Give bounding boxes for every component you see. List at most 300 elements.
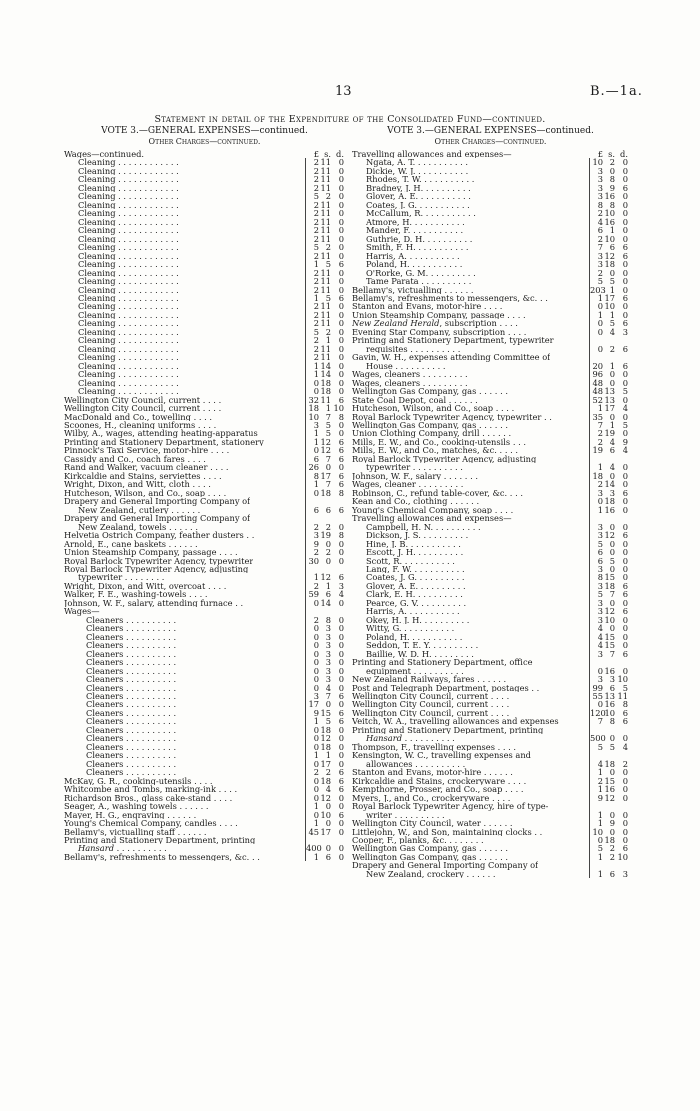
item-description: McCallum, R. . . . . . . . . . .: [366, 209, 476, 218]
table-row: [352, 235, 629, 243]
item-description: Dickson, J. S. . . . . . . . . .: [366, 531, 469, 540]
shillings-value: 11: [320, 225, 331, 236]
item-description: Scoones, H., cleaning uniforms . . . .: [64, 421, 217, 430]
shillings-value: 18: [320, 775, 331, 786]
item-description: Wellington City Council, current . . . .: [64, 395, 222, 405]
table-row: [352, 396, 629, 404]
pounds-value: 0: [313, 792, 319, 803]
pounds-value: 8: [597, 572, 603, 583]
pence-value: 0: [338, 242, 344, 253]
table-row: [64, 684, 345, 692]
item-description: Cleaners . . . . . . . . . .: [86, 708, 177, 718]
shillings-value: 0: [609, 547, 615, 558]
shillings-value: 17: [604, 403, 615, 414]
shillings-value: 0: [609, 826, 615, 837]
item-description: Cleaners . . . . . . . . . .: [86, 632, 177, 642]
item-description: equipment . . . . . . . . . .: [366, 666, 464, 676]
table-row: [352, 531, 629, 539]
pounds-value: 2: [597, 775, 603, 786]
pounds-value: 9: [597, 792, 603, 803]
pence-value: 0: [338, 665, 344, 676]
shillings-value: 6: [609, 868, 615, 879]
pence-value: 11: [617, 691, 628, 701]
table-row: [64, 184, 345, 192]
item-description: Cleaning . . . . . . . . . . . .: [78, 277, 179, 286]
pounds-value: 1: [597, 767, 603, 778]
pence-value: 0: [622, 504, 628, 515]
shillings-value: 2: [609, 157, 615, 168]
pounds-value: 1: [313, 428, 319, 439]
table-row: [64, 717, 345, 725]
table-row: [352, 853, 629, 861]
pounds-value: 5: [597, 843, 603, 854]
pence-value: 6: [338, 479, 344, 490]
item-description: Young's Chemical Company, soap . . . .: [352, 505, 514, 515]
amount: [305, 489, 345, 497]
pence-value: 0: [622, 538, 628, 549]
table-row: [352, 667, 629, 675]
item-description: Hine, J. B. . . . . . . . . . .: [366, 539, 461, 549]
shillings-value: 18: [604, 834, 615, 845]
shillings-value: 4: [609, 326, 615, 337]
pounds-value: 18: [308, 403, 319, 414]
item-description: Cleaning . . . . . . . . . . . .: [78, 183, 179, 193]
table-row: [64, 531, 345, 539]
expenditure-list: [64, 150, 345, 861]
pence-value: 0: [622, 521, 628, 532]
table-row: [64, 192, 345, 200]
sub-heading: Other Charges—continued.: [148, 137, 261, 146]
pence-value: 0: [338, 631, 344, 642]
pounds-value: 3: [597, 606, 603, 617]
item-description: Seager, A., washing towels . . . . . .: [64, 802, 209, 811]
pence-value: 0: [622, 309, 628, 320]
shillings-value: 17: [320, 470, 331, 481]
pence-value: 6: [622, 318, 628, 329]
item-description: Mills, E. W., and Co., matches, &c. . . . .: [352, 446, 519, 455]
item-description: Wages, cleaners . . . . . . . . .: [352, 378, 468, 388]
table-row: [64, 565, 345, 573]
table-row: [64, 379, 345, 387]
pounds-value: 2: [313, 225, 319, 236]
item-description: Bellamy's, victualling staff . . . . . .: [64, 827, 207, 836]
table-row: [64, 506, 345, 514]
table-row: [352, 650, 629, 658]
shillings-value: 8: [609, 716, 615, 727]
table-row: [352, 150, 629, 158]
table-row: [352, 184, 629, 192]
shillings-value: 8: [609, 199, 615, 210]
pence-value: 0: [622, 555, 628, 566]
pounds-value: 2: [313, 174, 319, 185]
pence-value: 6: [622, 707, 628, 718]
item-description: Johnson, W. F., salary, attending furnace . .: [64, 598, 244, 608]
table-row: [352, 726, 629, 734]
item-description: Cleaners . . . . . . . . . .: [86, 734, 177, 743]
pounds-value: 2: [313, 165, 319, 176]
item-description: Cleaning . . . . . . . . . . . .: [78, 387, 179, 396]
pounds-value: 5: [597, 538, 603, 549]
pounds-value: 2: [597, 479, 603, 490]
pounds-value: 6: [313, 453, 319, 464]
shillings-value: 1: [609, 309, 615, 320]
item-description: Cleaners . . . . . . . . . .: [86, 641, 177, 650]
pence-value: 0: [338, 792, 344, 803]
amount: [589, 870, 629, 878]
item-description: Guthrie, D. H. . . . . . . . . .: [366, 234, 473, 244]
pounds-value: 2: [313, 318, 319, 329]
pounds-value: 2: [313, 352, 319, 363]
pence-value: 6: [338, 691, 344, 701]
item-description: Stanton and Evans, motor-hire . . . . . .: [352, 768, 513, 777]
table-row: [64, 277, 345, 285]
table-row: [352, 675, 629, 683]
table-row: [352, 506, 629, 514]
table-row: [64, 726, 345, 734]
pounds-value: 1: [597, 851, 603, 862]
pence-value: 6: [622, 843, 628, 854]
table-row: [64, 446, 345, 454]
item-description: Cleaning . . . . . . . . . . . .: [78, 166, 179, 176]
pence-value: 0: [338, 851, 344, 862]
pounds-value: 1: [597, 818, 603, 829]
item-description: Okey, H. J. H. . . . . . . . . .: [366, 615, 470, 625]
pence-value: 0: [622, 733, 628, 744]
item-description: Cleaning . . . . . . . . . . . .: [78, 268, 179, 278]
pence-value: 3: [622, 326, 628, 337]
item-description: Royal Barlock Typewriter Agency, adjusting: [352, 454, 537, 464]
item-description: Ngata, A. T. . . . . . . . . . .: [366, 158, 469, 167]
pounds-value: 0: [313, 597, 319, 608]
table-row: [352, 345, 629, 353]
item-description: Witty, G. . . . . . . . . . .: [366, 624, 455, 633]
item-description: Mills, E. W., and Co., cooking-utensils . . .: [352, 437, 527, 447]
pounds-value: 9: [313, 538, 319, 549]
shillings-value: 0: [609, 411, 615, 422]
pence-value: 0: [338, 614, 344, 625]
pence-value: 0: [338, 420, 344, 430]
table-row: [64, 760, 345, 768]
pounds-value: 17: [308, 699, 319, 710]
item-description: Wellington City Council, current . . . .: [352, 700, 510, 709]
item-description: Kempthorne, Prosser, and Co., soap . . . .: [352, 785, 524, 794]
shillings-value: 1: [325, 335, 331, 346]
pounds-value: 1: [313, 360, 319, 371]
pence-value: 0: [622, 572, 628, 583]
pounds-value: 0: [313, 640, 319, 651]
table-row: [352, 370, 629, 378]
item-description: Harris, A. . . . . . . . . . .: [366, 607, 460, 616]
item-description: requisites . . . . . . . . . .: [366, 344, 461, 354]
table-row: [352, 404, 629, 412]
shillings-value: 19: [604, 428, 615, 439]
pounds-value: 1: [597, 809, 603, 820]
pounds-value: 0: [313, 775, 319, 786]
item-description: Wellington City Council, current . . . .: [64, 404, 222, 413]
pounds-value: 55: [592, 691, 603, 701]
amount: [589, 743, 629, 751]
table-row: [64, 158, 345, 166]
pounds-value: 52: [592, 394, 603, 405]
item-description: O'Rorke, G. M. . . . . . . . . .: [366, 268, 476, 278]
pounds-value: 3: [597, 521, 603, 532]
shillings-value: 14: [320, 360, 331, 371]
pence-value: 0: [338, 428, 344, 439]
item-description: Rand and Walker, vacuum cleaner . . . .: [64, 463, 229, 472]
pence-value: 0: [622, 818, 628, 829]
table-row: [352, 523, 629, 531]
pounds-value: 2: [313, 208, 319, 219]
pounds-value: 3: [597, 165, 603, 176]
shillings-value: 14: [604, 479, 615, 490]
pounds-value: 2: [313, 276, 319, 287]
table-row: [352, 319, 629, 327]
pounds-value: 5: [313, 242, 319, 253]
table-row: [64, 692, 345, 700]
table-row: [64, 286, 345, 294]
item-description: New Zealand Herald, subscription . . . .: [352, 319, 518, 328]
pence-value: 8: [622, 699, 628, 710]
table-row: [64, 675, 345, 683]
pence-value: 0: [622, 767, 628, 778]
table-row: [64, 540, 345, 548]
item-description: Cleaning . . . . . . . . . . . .: [78, 243, 179, 252]
item-description: Cleaners . . . . . . . . . .: [86, 717, 177, 726]
shillings-value: 18: [320, 386, 331, 397]
shillings-value: 2: [325, 767, 331, 778]
item-description: Dickie, W. J. . . . . . . . . . .: [366, 166, 469, 176]
shillings-value: 3: [325, 665, 331, 676]
table-row: [64, 811, 345, 819]
table-row: [64, 396, 345, 404]
pounds-value: 7: [597, 242, 603, 253]
shillings-value: 5: [325, 716, 331, 727]
pence-value: 6: [622, 589, 628, 600]
table-row: [64, 345, 345, 353]
item-description: Cleaning . . . . . . . . . . . .: [78, 226, 179, 235]
item-description: Kensington, W. C., travelling expenses and: [352, 751, 531, 760]
shillings-value: 14: [320, 369, 331, 380]
pounds-value: 3: [597, 530, 603, 541]
table-row: [64, 650, 345, 658]
item-description: Cleaning . . . . . . . . . . . .: [78, 336, 179, 345]
pounds-value: 0: [597, 699, 603, 710]
pounds-value: 6: [597, 555, 603, 566]
shillings-value: 11: [320, 394, 331, 405]
item-description: Mayer, H. G., engraving . . . . . .: [64, 810, 197, 820]
item-description: Cleaning . . . . . . . . . . . .: [78, 310, 179, 320]
item-description: Wright, Dixon, and Witt, cloth . . . .: [64, 480, 211, 489]
pounds-value: 1: [313, 479, 319, 490]
pence-value: 6: [622, 292, 628, 303]
table-row: [64, 252, 345, 260]
pounds-value: 1: [597, 868, 603, 879]
table-row: [64, 336, 345, 344]
pence-value: 0: [338, 674, 344, 685]
pounds-value: 500: [590, 733, 606, 744]
item-description: New Zealand, crockery . . . . . .: [366, 869, 496, 879]
shillings-value: 11: [320, 208, 331, 219]
pounds-value: 8: [597, 199, 603, 210]
item-description: Bradney, J. H. . . . . . . . . .: [366, 183, 471, 193]
item-description: New Zealand, cutlery . . . . . .: [78, 505, 201, 515]
pounds-value: 3: [597, 191, 603, 202]
shillings-value: 15: [320, 707, 331, 718]
expenditure-list: [352, 150, 629, 878]
pounds-value: 0: [313, 377, 319, 388]
item-description: Richardson Bros., glass cake-stand . . . .: [64, 793, 233, 803]
amount: [589, 345, 629, 353]
table-row: [352, 844, 629, 852]
pounds-value: 7: [597, 716, 603, 727]
table-row: [352, 353, 629, 361]
shillings-value: 17: [320, 758, 331, 769]
shillings-value: s.: [324, 149, 331, 159]
pounds-value: 5: [597, 276, 603, 287]
pence-value: 0: [622, 284, 628, 295]
pence-value: 5: [622, 682, 628, 693]
pence-value: 6: [622, 487, 628, 498]
item-description: Cleaning . . . . . . . . . . . .: [78, 378, 179, 388]
pence-value: 0: [338, 826, 344, 837]
left-column: [64, 126, 345, 861]
shillings-value: 2: [325, 191, 331, 202]
item-description: Travelling allowances and expenses—: [352, 150, 512, 159]
pence-value: 0: [622, 640, 628, 651]
pounds-value: £: [597, 149, 603, 159]
pence-value: 0: [622, 233, 628, 244]
table-row: [352, 751, 629, 759]
item-description: writer . . . . . . . . . .: [366, 810, 445, 820]
shillings-value: 5: [325, 259, 331, 270]
item-description: Cleaners . . . . . . . . . .: [86, 683, 177, 693]
item-description: Wellington Gas Company, gas . . . . . .: [352, 852, 508, 862]
item-description: Mander, F. . . . . . . . . . .: [366, 226, 464, 235]
pence-value: 6: [622, 360, 628, 371]
table-row: [64, 599, 345, 607]
page-header: [0, 84, 700, 100]
pounds-value: 0: [313, 648, 319, 659]
pounds-value: 1: [313, 436, 319, 447]
pence-value: 0: [338, 750, 344, 761]
shillings-value: 17: [320, 826, 331, 837]
pounds-value: 0: [313, 445, 319, 456]
pounds-value: 4: [597, 631, 603, 642]
pence-value: 0: [622, 784, 628, 795]
pounds-value: 2: [313, 343, 319, 354]
pounds-value: 0: [313, 631, 319, 642]
pence-value: 0: [338, 284, 344, 295]
pence-value: 6: [622, 250, 628, 261]
item-description: Myers, J., and Co., crockeryware . . . .: [352, 793, 511, 803]
pounds-value: 2: [313, 250, 319, 261]
table-row: [352, 700, 629, 708]
pence-value: 0: [622, 462, 628, 473]
item-description: Poland, H. . . . . . . . . . .: [366, 632, 463, 642]
item-description: Cleaners . . . . . . . . . .: [86, 692, 177, 701]
table-row: [64, 328, 345, 336]
pence-value: 0: [338, 267, 344, 278]
pounds-value: 0: [313, 741, 319, 752]
pounds-value: 5: [597, 741, 603, 752]
shillings-value: 5: [325, 292, 331, 303]
pence-value: 6: [338, 292, 344, 303]
item-description: Union Steamship Company, passage . . . .: [352, 310, 526, 320]
table-row: [64, 387, 345, 395]
shillings-value: 3: [325, 631, 331, 642]
shillings-value: 18: [320, 377, 331, 388]
shillings-value: 2: [609, 343, 615, 354]
item-description: Cleaning . . . . . . . . . . . .: [78, 293, 179, 303]
shillings-value: 0: [325, 555, 331, 566]
pence-value: 6: [338, 445, 344, 456]
table-row: [352, 540, 629, 548]
amount: [589, 446, 629, 454]
item-description: allowances . . . . . . . . . .: [366, 759, 466, 769]
shillings-value: 10: [604, 614, 615, 625]
item-description: Travelling allowances and expenses—: [352, 514, 512, 523]
table-row: [64, 523, 345, 531]
pounds-value: £: [313, 149, 319, 159]
pence-value: 0: [338, 640, 344, 651]
pounds-value: 0: [313, 809, 319, 820]
shillings-value: 6: [325, 589, 331, 600]
pence-value: 0: [338, 682, 344, 693]
pence-value: 0: [338, 741, 344, 752]
pounds-value: 3: [597, 674, 603, 685]
pounds-value: 3: [313, 691, 319, 701]
pence-value: 3: [622, 868, 628, 879]
pence-value: 6: [338, 784, 344, 795]
table-row: [352, 175, 629, 183]
pounds-value: 1: [597, 309, 603, 320]
pounds-value: 1: [597, 292, 603, 303]
pence-value: 5: [622, 386, 628, 397]
pounds-value: 1: [313, 801, 319, 812]
pence-value: 8: [338, 411, 344, 422]
shillings-value: 0: [325, 462, 331, 473]
pence-value: 0: [338, 326, 344, 337]
item-description: Wilby, A., wages, attending heating-apparatus: [64, 429, 258, 438]
item-description: Whitcombe and Tombs, marking-ink . . . .: [64, 785, 238, 794]
sub-heading: Other Charges—continued.: [434, 137, 547, 146]
pence-value: 0: [622, 665, 628, 676]
item-description: Cleaners . . . . . . . . . .: [86, 624, 177, 633]
table-row: [64, 548, 345, 556]
statement-title: Statement in detail of the Expenditure of the Consolidated Fund—continued.: [154, 114, 546, 125]
shillings-value: 0: [609, 267, 615, 278]
table-row: [352, 582, 629, 590]
item-description: Royal Barlock Typewriter Agency, typewriter . .: [352, 412, 552, 422]
pounds-value: 0: [597, 343, 603, 354]
shillings-value: 0: [609, 597, 615, 608]
pence-value: 6: [622, 648, 628, 659]
pounds-value: 26: [308, 462, 319, 473]
shillings-value: 6: [325, 851, 331, 862]
shillings-value: 1: [325, 580, 331, 591]
pence-value: 0: [338, 309, 344, 320]
item-description: Wellington City Council, water . . . . . .: [352, 819, 513, 828]
shillings-value: 0: [609, 563, 615, 574]
item-description: Campbell, H. N. . . . . . . . . .: [366, 522, 481, 532]
pounds-value: 3: [597, 487, 603, 498]
table-row: [64, 514, 345, 522]
table-row: [64, 853, 345, 861]
pence-value: 6: [338, 707, 344, 718]
item-description: Glover, A. E. . . . . . . . . .: [366, 581, 466, 591]
item-description: Cleaning . . . . . . . . . . . .: [78, 217, 179, 227]
pence-value: 4: [338, 589, 344, 600]
